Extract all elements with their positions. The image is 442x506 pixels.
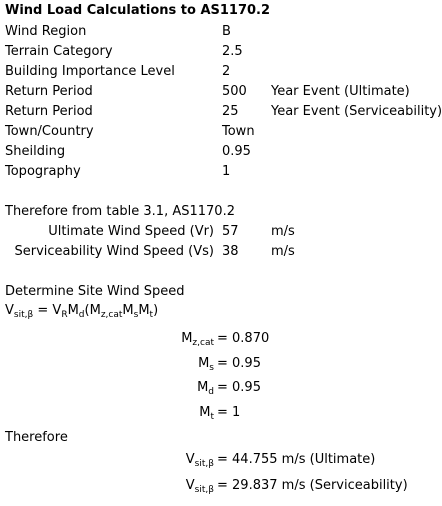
table-reference: Therefore from table 3.1, AS1170.2: [5, 204, 235, 219]
param-value: 1: [222, 164, 231, 179]
multiplier-value: = 0.95: [217, 356, 261, 371]
result-value: = 29.837 m/s (Serviceability): [217, 478, 408, 493]
param-value: 2: [222, 64, 231, 79]
multiplier-value: = 0.95: [217, 380, 261, 395]
param-label: Return Period: [5, 84, 93, 99]
param-note: Year Event (Ultimate): [271, 84, 410, 99]
param-label: Building Importance Level: [5, 64, 175, 79]
site-heading: Determine Site Wind Speed: [5, 284, 185, 299]
speed-unit: m/s: [271, 244, 295, 259]
param-value: 500: [222, 84, 247, 99]
site-speed-formula: $V_{sit,\beta} = V_RM_d(M_{z,cat}M_sM_t)$: [5, 303, 159, 320]
speed-value: 38: [222, 244, 239, 259]
param-label: Return Period: [5, 104, 93, 119]
speed-unit: m/s: [271, 224, 295, 239]
multiplier-symbol: $M_{z,cat}$: [181, 331, 214, 348]
param-value: 0.95: [222, 144, 251, 159]
speed-value: 57: [222, 224, 239, 239]
result-symbol: $V_{sit,\beta}$: [185, 478, 214, 495]
multiplier-symbol: $M_t$: [199, 405, 214, 422]
result-value: = 44.755 m/s (Ultimate): [217, 452, 376, 467]
multiplier-value: = 1: [217, 405, 241, 420]
param-value: 25: [222, 104, 239, 119]
param-label: Terrain Category: [5, 44, 113, 59]
param-value: 2.5: [222, 44, 243, 59]
multiplier-symbol: $M_d$: [197, 380, 214, 397]
speed-label: Ultimate Wind Speed (Vr): [48, 224, 214, 239]
param-value: B: [222, 24, 231, 39]
multiplier-symbol: $M_s$: [198, 356, 214, 373]
param-label: Wind Region: [5, 24, 87, 39]
param-label: Town/Country: [5, 124, 94, 139]
speed-label: Serviceability Wind Speed (Vs): [14, 244, 214, 259]
param-note: Year Event (Serviceability): [271, 104, 442, 119]
therefore-label: Therefore: [5, 430, 68, 445]
multiplier-value: = 0.870: [217, 331, 270, 346]
page-title: Wind Load Calculations to AS1170.2: [5, 3, 271, 18]
result-symbol: $V_{sit,\beta}$: [185, 452, 214, 469]
param-label: Topography: [5, 164, 81, 179]
param-label: Sheilding: [5, 144, 66, 159]
param-value: Town: [222, 124, 255, 139]
